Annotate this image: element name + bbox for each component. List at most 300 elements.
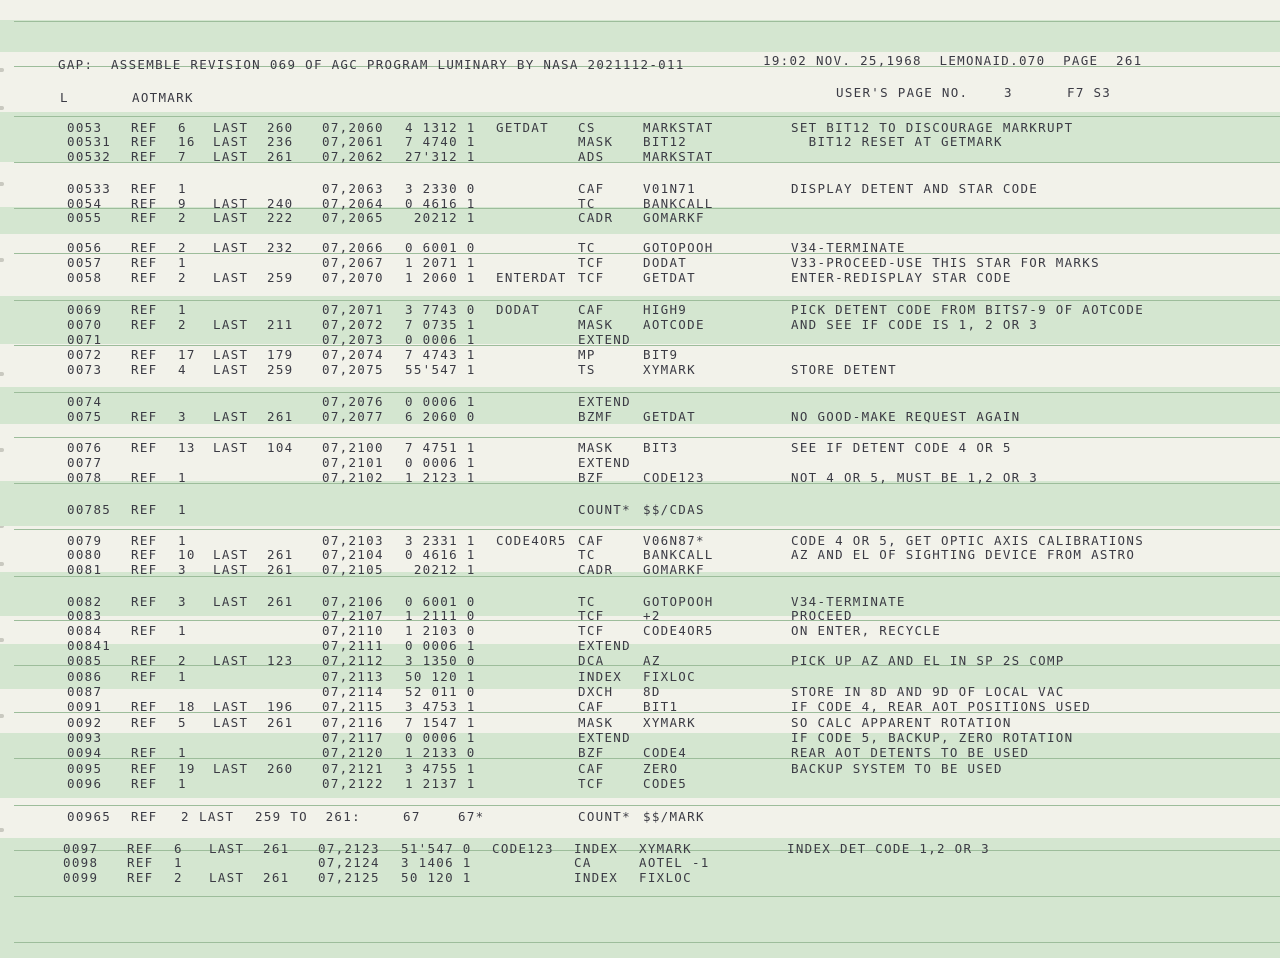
line-number: 00533	[67, 181, 112, 196]
address: 07,2075	[322, 362, 384, 377]
ref-count: 1	[178, 533, 187, 548]
listing-row	[0, 777, 1280, 791]
line-number: 0056	[67, 240, 103, 255]
last-flag: LAST	[213, 347, 249, 362]
ref-flag: REF	[127, 841, 154, 856]
operand: HIGH9	[643, 302, 688, 317]
ref-count: 1	[174, 855, 183, 870]
address: 07,2060	[322, 120, 384, 135]
line-number: 0091	[67, 699, 103, 714]
ref-count: 7	[178, 149, 187, 164]
opcode: BZMF	[578, 409, 614, 424]
tractor-hole	[0, 106, 4, 110]
octal-word: 51'547 0	[401, 841, 472, 856]
users-page-number: 3	[1004, 85, 1013, 100]
listing-row	[0, 211, 1280, 225]
octal-word: 1 2060 1	[405, 270, 476, 285]
opcode: INDEX	[574, 841, 619, 856]
last-page: 222	[267, 210, 294, 225]
last-flag: LAST	[213, 409, 249, 424]
tractor-hole	[0, 68, 4, 72]
line-number: 0054	[67, 196, 103, 211]
form-code: F7 S3	[1067, 85, 1112, 100]
ref-flag: REF	[131, 699, 158, 714]
line-number: 0080	[67, 547, 103, 562]
octal-word: 7 4740 1	[405, 134, 476, 149]
last-flag: LAST	[213, 653, 249, 668]
last-flag: LAST	[213, 134, 249, 149]
operand: AOTEL -1	[639, 855, 710, 870]
line-number: 0098	[63, 855, 99, 870]
last-page: 259	[267, 362, 294, 377]
address: 07,2123	[318, 841, 380, 856]
ref-count: 19	[178, 761, 196, 776]
address: 07,2105	[322, 562, 384, 577]
ref-flag: REF	[131, 745, 158, 760]
opcode: MASK	[578, 440, 614, 455]
last-flag: LAST	[209, 870, 245, 885]
last-flag: LAST	[209, 841, 245, 856]
octal-word: 3 1406 1	[401, 855, 472, 870]
operand: FIXLOC	[643, 669, 696, 684]
opcode: MASK	[578, 317, 614, 332]
octal-word: 3 4753 1	[405, 699, 476, 714]
listing-row	[0, 746, 1280, 760]
last-flag: LAST	[213, 761, 249, 776]
opcode: CAF	[578, 761, 605, 776]
comment: BIT12 RESET AT GETMARK	[791, 134, 1003, 149]
operand: XYMARK	[643, 362, 696, 377]
ref-flag: REF	[131, 547, 158, 562]
address: 07,2115	[322, 699, 384, 714]
last-flag: LAST	[213, 440, 249, 455]
location-label: DODAT	[496, 302, 541, 317]
listing-row	[0, 197, 1280, 211]
last-page: 196	[267, 699, 294, 714]
operand: DODAT	[643, 255, 688, 270]
octal-word: 0 4616 1	[405, 196, 476, 211]
address: 07,2124	[318, 855, 380, 870]
listing-row	[0, 256, 1280, 270]
operand: BIT1	[643, 699, 679, 714]
opcode: TCF	[578, 623, 605, 638]
octal-word: 55'547 1	[405, 362, 476, 377]
opcode: DXCH	[578, 684, 614, 699]
address: 07,2077	[322, 409, 384, 424]
ref-flag: REF	[131, 270, 158, 285]
address: 07,2120	[322, 745, 384, 760]
listing-row	[0, 182, 1280, 196]
comment: PROCEED	[791, 608, 853, 623]
address: 07,2104	[322, 547, 384, 562]
listing-row	[0, 595, 1280, 609]
ruled-line	[14, 300, 1280, 301]
ref-flag: REF	[131, 347, 158, 362]
last-flag: LAST	[213, 120, 249, 135]
operand: GOMARKF	[643, 210, 705, 225]
last-flag: LAST	[213, 210, 249, 225]
location-label: CODE4OR5	[496, 533, 567, 548]
octal-word: 20212 1	[405, 562, 476, 577]
ref-count: 1	[178, 470, 187, 485]
opcode: EXTEND	[578, 638, 631, 653]
opcode: COUNT*	[578, 809, 631, 824]
listing-row	[0, 670, 1280, 684]
octal-word: 7 4743 1	[405, 347, 476, 362]
opcode: TCF	[578, 608, 605, 623]
line-number: 0081	[67, 562, 103, 577]
octal-word: 1 2123 1	[405, 470, 476, 485]
opcode: CADR	[578, 562, 614, 577]
operand: GOMARKF	[643, 562, 705, 577]
address: 07,2121	[322, 761, 384, 776]
comment: PICK DETENT CODE FROM BITS7-9 OF AOTCODE	[791, 302, 1145, 317]
octal-word: 3 1350 0	[405, 653, 476, 668]
ref-count: 6	[174, 841, 183, 856]
opcode: TCF	[578, 255, 605, 270]
octal-word: 7 1547 1	[405, 715, 476, 730]
ruled-line	[14, 529, 1280, 530]
line-number: 0071	[67, 332, 103, 347]
ref-flag: REF	[131, 240, 158, 255]
address: 07,2100	[322, 440, 384, 455]
location-label: GETDAT	[496, 120, 549, 135]
opcode: CAF	[578, 302, 605, 317]
ref-flag: REF	[131, 623, 158, 638]
opcode: CA	[574, 855, 592, 870]
line-number: 0078	[67, 470, 103, 485]
listing-row	[0, 548, 1280, 562]
operand: BIT3	[643, 440, 679, 455]
ref-flag: REF	[131, 196, 158, 211]
ruled-line	[14, 437, 1280, 438]
listing-row	[0, 700, 1280, 714]
ref-flag: REF	[131, 409, 158, 424]
comment: NO GOOD-MAKE REQUEST AGAIN	[791, 409, 1021, 424]
address: 07,2070	[322, 270, 384, 285]
last-page: 232	[267, 240, 294, 255]
last-page: 260	[267, 761, 294, 776]
address: 07,2125	[318, 870, 380, 885]
ruled-line	[14, 942, 1280, 943]
ref-count: 4	[178, 362, 187, 377]
octal-word: 0 0006 1	[405, 332, 476, 347]
line-number: 0086	[67, 669, 103, 684]
line-number: 0083	[67, 608, 103, 623]
section-letter: L	[60, 90, 69, 105]
octal-word: 3 4755 1	[405, 761, 476, 776]
listing-row	[0, 609, 1280, 623]
address: 07,2101	[322, 455, 384, 470]
opcode: INDEX	[574, 870, 619, 885]
ref-count: 17	[178, 347, 196, 362]
comment: BACKUP SYSTEM TO BE USED	[791, 761, 1003, 776]
line-number: 0070	[67, 317, 103, 332]
address: 07,2116	[322, 715, 384, 730]
octal-word: 1 2103 0	[405, 623, 476, 638]
listing-row	[0, 121, 1280, 135]
operand: BIT9	[643, 347, 679, 362]
last-page: 179	[267, 347, 294, 362]
ref-count: 1	[178, 669, 187, 684]
octal-word: 1 2071 1	[405, 255, 476, 270]
last-page: 261	[267, 149, 294, 164]
last-page: 261	[267, 562, 294, 577]
last-page: 261	[267, 409, 294, 424]
line-number: 0069	[67, 302, 103, 317]
address: 07,2114	[322, 684, 384, 699]
opcode: MASK	[578, 715, 614, 730]
address: 07,2066	[322, 240, 384, 255]
octal-word: 0 6001 0	[405, 594, 476, 609]
line-number: 0079	[67, 533, 103, 548]
octal-word: 3 7743 0	[405, 302, 476, 317]
operand: AZ	[643, 653, 661, 668]
listing-row	[0, 348, 1280, 362]
opcode: TCF	[578, 270, 605, 285]
ref-count: 16	[178, 134, 196, 149]
opcode: TC	[578, 547, 596, 562]
last-flag: LAST	[213, 270, 249, 285]
last-page: 261	[267, 547, 294, 562]
ref-count: 3	[178, 409, 187, 424]
last-page: 240	[267, 196, 294, 211]
listing-row	[0, 395, 1280, 409]
address: 07,2102	[322, 470, 384, 485]
ref-flag: REF	[131, 134, 158, 149]
last-page: 261	[263, 870, 290, 885]
last-page: 104	[267, 440, 294, 455]
address: 07,2112	[322, 653, 384, 668]
listing-row	[0, 241, 1280, 255]
line-number: 00532	[67, 149, 112, 164]
opcode: BZF	[578, 470, 605, 485]
line-number: 0099	[63, 870, 99, 885]
ref-count: 1	[178, 623, 187, 638]
section-name: AOTMARK	[132, 90, 194, 105]
opcode: CAF	[578, 533, 605, 548]
comment: AND SEE IF CODE IS 1, 2 OR 3	[791, 317, 1039, 332]
operand: CODE4OR5	[643, 623, 714, 638]
address: 07,2073	[322, 332, 384, 347]
comment: STORE DETENT	[791, 362, 897, 377]
octal-word: 3 2330 0	[405, 181, 476, 196]
address: 07,2103	[322, 533, 384, 548]
listing-row	[0, 685, 1280, 699]
operand: $$/CDAS	[643, 502, 705, 517]
opcode: MP	[578, 347, 596, 362]
ref-flag: REF	[131, 440, 158, 455]
octal-word: 0 0006 1	[405, 638, 476, 653]
line-number: 0097	[63, 841, 99, 856]
opcode: BZF	[578, 745, 605, 760]
ruled-line	[14, 116, 1280, 117]
operand: MARKSTAT	[643, 149, 714, 164]
opcode: DCA	[578, 653, 605, 668]
listing-row	[0, 624, 1280, 638]
comment: IF CODE 4, REAR AOT POSITIONS USED	[791, 699, 1092, 714]
last-flag: LAST	[213, 149, 249, 164]
ref-flag: REF	[131, 715, 158, 730]
ref-flag: REF	[131, 362, 158, 377]
listing-row	[0, 441, 1280, 455]
location-label: CODE123	[492, 841, 554, 856]
address: 07,2067	[322, 255, 384, 270]
ref-count: 2	[178, 210, 187, 225]
line-number: 0058	[67, 270, 103, 285]
address: 07,2122	[322, 776, 384, 791]
listing-row	[0, 534, 1280, 548]
line-number: 0053	[67, 120, 103, 135]
listing-row	[0, 762, 1280, 776]
line-number: 0072	[67, 347, 103, 362]
opcode: TCF	[578, 776, 605, 791]
comment: DISPLAY DETENT AND STAR CODE	[791, 181, 1039, 196]
octal-word: 0 0006 1	[405, 394, 476, 409]
opcode: EXTEND	[578, 730, 631, 745]
opcode: EXTEND	[578, 455, 631, 470]
octal-word: 52 011 0	[405, 684, 476, 699]
opcode: COUNT*	[578, 502, 631, 517]
ref-count: 1	[178, 502, 187, 517]
comment: NOT 4 OR 5, MUST BE 1,2 OR 3	[791, 470, 1039, 485]
ref-count: 5	[178, 715, 187, 730]
octal-word: 50 120 1	[405, 669, 476, 684]
address: 07,2065	[322, 210, 384, 225]
opcode: TC	[578, 594, 596, 609]
comment: V33-PROCEED-USE THIS STAR FOR MARKS	[791, 255, 1100, 270]
ref-count: 1	[178, 776, 187, 791]
last-flag: LAST	[213, 362, 249, 377]
operand: BIT12	[643, 134, 688, 149]
operand: BANKCALL	[643, 547, 714, 562]
octal-word: 1 2137 1	[405, 776, 476, 791]
comment: INDEX DET CODE 1,2 OR 3	[787, 841, 990, 856]
line-number: 00785	[67, 502, 112, 517]
operand: $$/MARK	[643, 809, 705, 824]
comment: IF CODE 5, BACKUP, ZERO ROTATION	[791, 730, 1074, 745]
opcode: EXTEND	[578, 394, 631, 409]
address: 07,2110	[322, 623, 384, 638]
ruled-line	[14, 392, 1280, 393]
ref-count: 1	[178, 255, 187, 270]
ruled-line	[14, 21, 1280, 22]
ref-count: 18	[178, 699, 196, 714]
operand: XYMARK	[639, 841, 692, 856]
last-page: 211	[267, 317, 294, 332]
line-number: 0055	[67, 210, 103, 225]
address: 07,2062	[322, 149, 384, 164]
ref-flag: REF	[131, 302, 158, 317]
octal-word: 0 6001 0	[405, 240, 476, 255]
listing-row	[0, 842, 1280, 856]
last-flag: LAST	[213, 699, 249, 714]
listing-row	[0, 810, 1280, 824]
last-page: 261	[267, 594, 294, 609]
listing-row	[0, 410, 1280, 424]
line-number: 0085	[67, 653, 103, 668]
operand: BANKCALL	[643, 196, 714, 211]
ref-flag: REF	[131, 594, 158, 609]
ruled-line	[14, 896, 1280, 897]
operand: FIXLOC	[639, 870, 692, 885]
operand: MARKSTAT	[643, 120, 714, 135]
listing-row	[0, 150, 1280, 164]
address: 07,2113	[322, 669, 384, 684]
comment: V34-TERMINATE	[791, 594, 906, 609]
listing-row	[0, 363, 1280, 377]
address: 07,2117	[322, 730, 384, 745]
address: 07,2111	[322, 638, 384, 653]
line-number: 0084	[67, 623, 103, 638]
last-flag: LAST	[213, 547, 249, 562]
operand: AOTCODE	[643, 317, 705, 332]
ref-count: 1	[178, 745, 187, 760]
line-number: 0092	[67, 715, 103, 730]
line-number: 0082	[67, 594, 103, 609]
ref-flag: REF	[131, 181, 158, 196]
ref-count: 10	[178, 547, 196, 562]
address: 07,2061	[322, 134, 384, 149]
ref-flag: REF	[131, 470, 158, 485]
comment: V34-TERMINATE	[791, 240, 906, 255]
listing-row	[0, 456, 1280, 470]
last-page: 259	[267, 270, 294, 285]
listing-row	[0, 731, 1280, 745]
last-page: 259 TO 261:	[255, 809, 361, 824]
ruled-line	[14, 805, 1280, 806]
ref-count: 1	[178, 181, 187, 196]
octal-word: 27'312 1	[405, 149, 476, 164]
ref-count: 2	[181, 809, 190, 824]
operand: +2	[643, 608, 661, 623]
ref-flag: REF	[131, 562, 158, 577]
opcode: TC	[578, 196, 596, 211]
ref-flag: REF	[131, 761, 158, 776]
line-number: 0094	[67, 745, 103, 760]
line-number: 0077	[67, 455, 103, 470]
listing-row	[0, 303, 1280, 317]
address: 67	[403, 809, 421, 824]
line-number: 0074	[67, 394, 103, 409]
ref-count: 3	[178, 562, 187, 577]
listing-row	[0, 654, 1280, 668]
opcode: CAF	[578, 181, 605, 196]
comment: AZ AND EL OF SIGHTING DEVICE FROM ASTRO	[791, 547, 1136, 562]
ref-count: 3	[178, 594, 187, 609]
greenbar-stripe	[0, 20, 1280, 52]
address: 07,2072	[322, 317, 384, 332]
operand: ZERO	[643, 761, 679, 776]
users-page-label: USER'S PAGE NO.	[836, 85, 969, 100]
operand: CODE5	[643, 776, 688, 791]
ref-count: 2	[178, 653, 187, 668]
listing-row	[0, 271, 1280, 285]
address: 07,2106	[322, 594, 384, 609]
listing-row	[0, 503, 1280, 517]
last-page: 236	[267, 134, 294, 149]
header-timestamp: 19:02 NOV. 25,1968 LEMONAID.070 PAGE 261	[763, 53, 1143, 68]
ref-flag: REF	[131, 255, 158, 270]
line-number: 0076	[67, 440, 103, 455]
ref-flag: REF	[131, 533, 158, 548]
opcode: EXTEND	[578, 332, 631, 347]
octal-word: 6 2060 0	[405, 409, 476, 424]
line-number: 00841	[67, 638, 112, 653]
ref-flag: REF	[131, 317, 158, 332]
line-number: 0073	[67, 362, 103, 377]
ref-flag: REF	[131, 120, 158, 135]
